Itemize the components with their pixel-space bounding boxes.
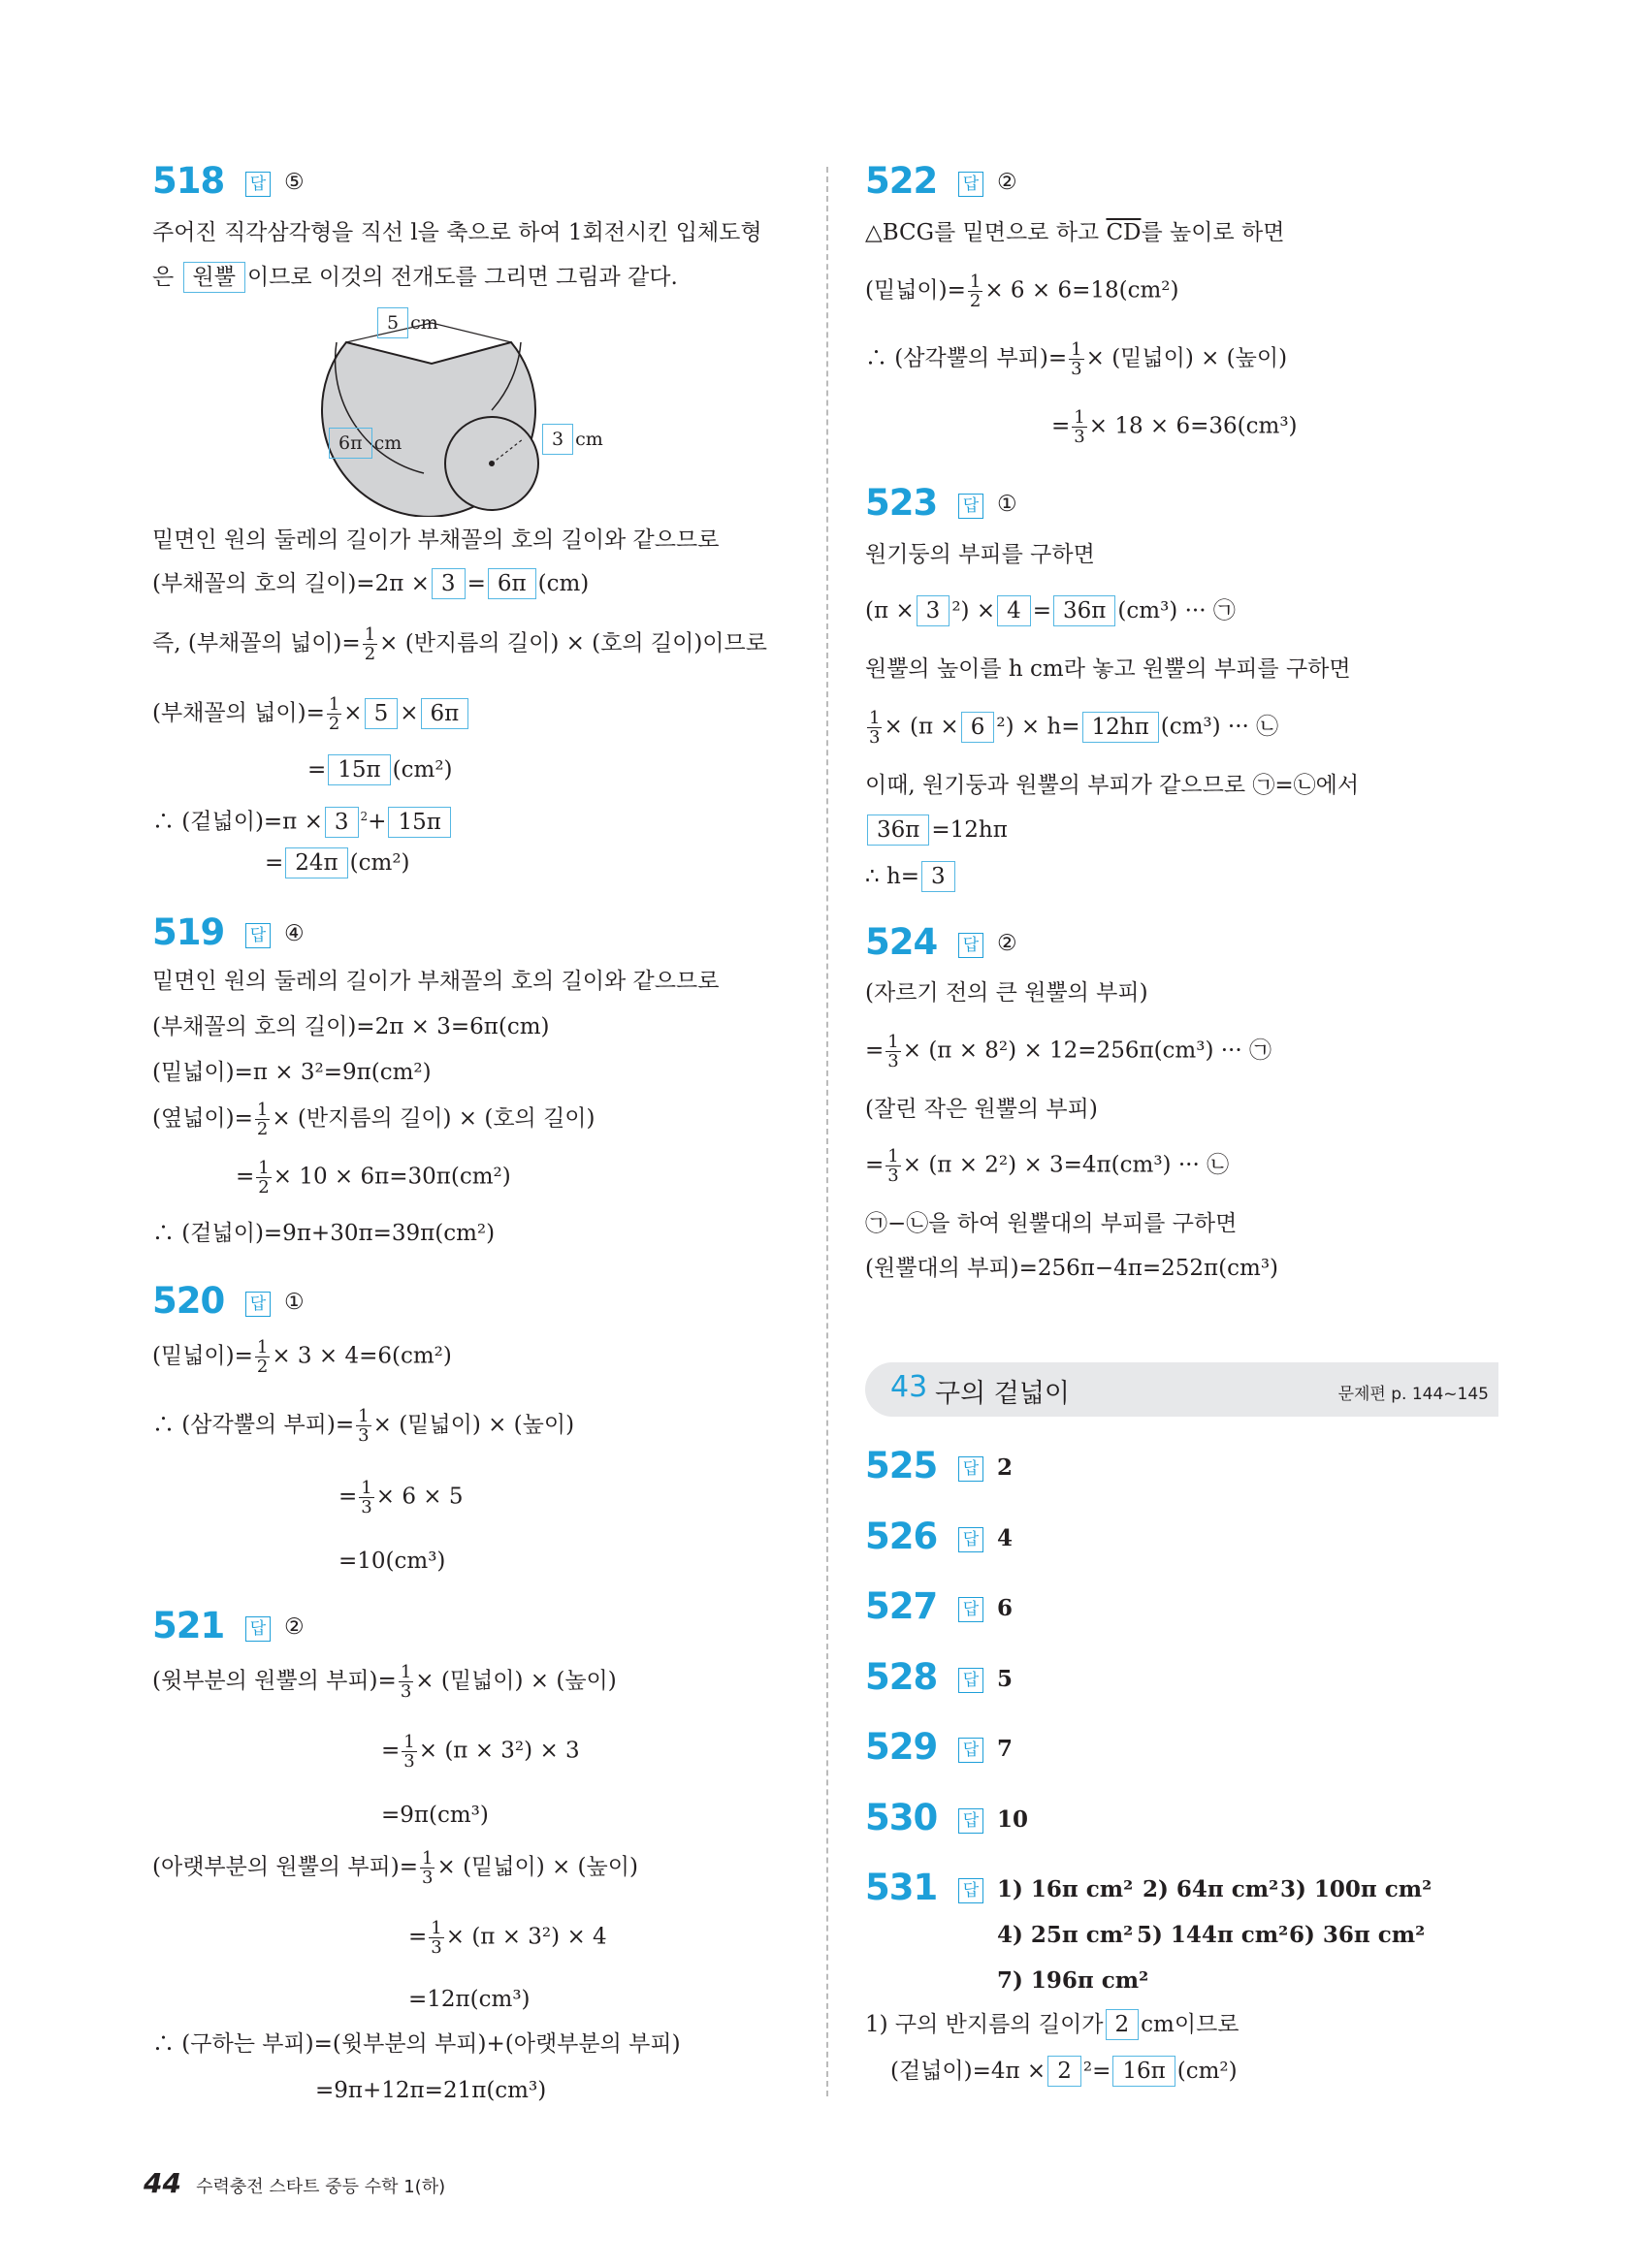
text-line: = 24π (cm²) xyxy=(265,847,410,879)
problem-number: 531 xyxy=(865,1867,938,1908)
figure-label: 5 cm xyxy=(375,307,438,338)
text-line: ∴ (겉넓이)=π × 3 $^2$+ 15π xyxy=(152,800,453,839)
figure-label: 3 cm xyxy=(540,424,603,455)
problem-number: 523 xyxy=(865,482,938,524)
problem-number: 530 xyxy=(865,1797,938,1838)
section-number: 43 xyxy=(890,1370,928,1404)
text-line: 1) 구의 반지름의 길이가 2 cm이므로 xyxy=(865,2008,1240,2041)
text-line: = $\frac{1}{3}$ × 6 × 5 xyxy=(338,1478,464,1517)
text-line: $\frac{1}{3}$ × (π × 6 ²) × h= 12hπ (cm³) ··· ㉡ xyxy=(869,708,1279,748)
problem-number: 519 xyxy=(152,911,225,953)
text-line: 원기둥의 부피를 구하면 xyxy=(865,542,1095,567)
answer-value: 2 xyxy=(997,1454,1014,1481)
page-number: 44 xyxy=(144,2167,181,2199)
book-title: 수력충전 스타트 중등 수학 1(하) xyxy=(196,2177,446,2197)
problem-number: 518 xyxy=(152,160,225,202)
section-header xyxy=(865,1362,1498,1417)
answer-value: 5 xyxy=(997,1666,1014,1692)
text-line: = 15π (cm²) xyxy=(307,753,453,786)
text-line: = $\frac{1}{3}$ × (π × 2²) × 3=4π(cm³) ··· ㉡ xyxy=(865,1146,1230,1186)
text-line: (윗부분의 원뿔의 부피)= $\frac{1}{3}$ × (밑넓이) × (높이) xyxy=(152,1662,617,1702)
text-line: = $\frac{1}{3}$ × (π × 3²) × 3 xyxy=(381,1732,580,1772)
answer-tag: 답 xyxy=(958,1456,983,1482)
text-line: (밑넓이)=π × 3²=9π(cm²) xyxy=(152,1060,432,1085)
text-line: 밑면인 원의 둘레의 길이가 부채꼴의 호의 길이와 같으므로 xyxy=(152,527,720,553)
text-line: = $\frac{1}{2}$ × 10 × 6π=30π(cm²) xyxy=(236,1158,511,1198)
answer-tag: 답 xyxy=(245,923,271,948)
answer-value: 5) 144π cm² xyxy=(1137,1922,1289,1948)
text-line: (옆넓이)= $\frac{1}{2}$ × (반지름의 길이) × (호의 길이) xyxy=(152,1100,596,1139)
text-line: 주어진 직각삼각형을 직선 l을 축으로 하여 1회전시킨 입체도형 xyxy=(152,220,762,245)
answer-value: ⑤ xyxy=(284,170,305,195)
text-line: ㉠−㉡을 하여 원뿔대의 부피를 구하면 xyxy=(865,1211,1238,1236)
text-line: ∴ h= 3 xyxy=(865,860,957,893)
column-divider xyxy=(826,167,828,2096)
problem-number: 528 xyxy=(865,1656,938,1698)
text-line: △BCG를 밑면으로 하고 $\overline{CD}$를 높이로 하면 xyxy=(865,220,1285,245)
text-line: (밑넓이)= $\frac{1}{2}$ × 6 × 6=18(cm²) xyxy=(865,272,1179,311)
answer-value: ① xyxy=(997,492,1017,517)
text-line: (아랫부분의 원뿔의 부피)= $\frac{1}{3}$ × (밑넓이) × (높이) xyxy=(152,1848,638,1888)
answer-tag: 답 xyxy=(958,1527,983,1552)
text-line: (원뿔대의 부피)=256π−4π=252π(cm³) xyxy=(865,1256,1279,1281)
text-line: (π × 3 ²) × 4 = 36π (cm³) ··· ㉠ xyxy=(865,594,1236,627)
text-line: =9π+12π=21π(cm³) xyxy=(315,2078,547,2103)
problem-number: 527 xyxy=(865,1585,938,1627)
section-title: 구의 겉넓이 xyxy=(935,1379,1070,1409)
text-line: 밑면인 원의 둘레의 길이가 부채꼴의 호의 길이와 같으므로 xyxy=(152,969,720,994)
problem-number: 520 xyxy=(152,1280,225,1322)
answer-tag: 답 xyxy=(245,172,271,197)
text-line: = $\frac{1}{3}$ × (π × 3²) × 4 xyxy=(408,1918,607,1958)
answer-tag: 답 xyxy=(958,172,983,197)
answer-tag: 답 xyxy=(958,494,983,519)
text-line: ∴ (삼각뿔의 부피)= $\frac{1}{3}$ × (밑넓이) × (높이) xyxy=(865,339,1288,379)
answer-tag: 답 xyxy=(245,1616,271,1642)
answer-tag: 답 xyxy=(958,1878,983,1903)
cone-net-figure xyxy=(317,303,666,517)
text-line: =10(cm³) xyxy=(338,1549,446,1574)
page-footer xyxy=(144,2167,445,2199)
text-line: ∴ (겉넓이)=9π+30π=39π(cm²) xyxy=(152,1221,496,1246)
problem-number: 526 xyxy=(865,1516,938,1557)
text-line: ∴ (삼각뿔의 부피)= $\frac{1}{3}$ × (밑넓이) × (높이) xyxy=(152,1406,575,1446)
answer-value: 2) 64π cm² xyxy=(1143,1876,1279,1902)
problem-number: 521 xyxy=(152,1605,225,1646)
problem-number: 525 xyxy=(865,1445,938,1486)
answer-tag: 답 xyxy=(958,933,983,958)
answer-value: 4) 25π cm² xyxy=(997,1922,1134,1948)
answer-value: 1) 16π cm² xyxy=(997,1876,1134,1902)
answer-tag: 답 xyxy=(958,1808,983,1834)
figure-label: 6π cm xyxy=(327,428,402,459)
answer-value: ④ xyxy=(284,921,305,946)
text-line: (잘린 작은 원뿔의 부피) xyxy=(865,1097,1098,1122)
text-line: ∴ (구하는 부피)=(윗부분의 부피)+(아랫부분의 부피) xyxy=(152,2031,681,2057)
text-line: (밑넓이)= $\frac{1}{2}$ × 3 × 4=6(cm²) xyxy=(152,1337,452,1377)
text-line: =9π(cm³) xyxy=(381,1803,489,1828)
answer-value: ① xyxy=(284,1290,305,1315)
text-line: (겉넓이)=4π × 2 ²= 16π (cm²) xyxy=(890,2055,1238,2088)
text-line: 은 원뿔 이므로 이것의 전개도를 그리면 그림과 같다. xyxy=(152,261,678,294)
text-line: = $\frac{1}{3}$ × 18 × 6=36(cm³) xyxy=(1051,407,1298,447)
text-line: 원뿔의 높이를 h cm라 놓고 원뿔의 부피를 구하면 xyxy=(865,656,1351,682)
answer-tag: 답 xyxy=(958,1668,983,1693)
answer-value: 7 xyxy=(997,1736,1014,1762)
answer-tag: 답 xyxy=(245,1292,271,1317)
answer-value: 10 xyxy=(997,1806,1029,1833)
answer-value: ② xyxy=(997,170,1017,195)
answer-value: 7) 196π cm² xyxy=(997,1967,1149,1994)
answer-tag: 답 xyxy=(958,1597,983,1622)
problem-number: 529 xyxy=(865,1726,938,1768)
text-line: (자르기 전의 큰 원뿔의 부피) xyxy=(865,980,1148,1006)
text-line: (부채꼴의 호의 길이)=2π × 3 = 6π (cm) xyxy=(152,567,589,600)
answer-value: 4 xyxy=(997,1525,1014,1551)
answer-value: 6) 36π cm² xyxy=(1289,1922,1426,1948)
text-line: 이때, 원기둥과 원뿔의 부피가 같으므로 ㉠=㉡에서 xyxy=(865,773,1360,798)
text-line: =12π(cm³) xyxy=(408,1987,531,2012)
problem-number: 524 xyxy=(865,921,938,963)
text-line: = $\frac{1}{3}$ × (π × 8²) × 12=256π(cm³) ··· ㉠ xyxy=(865,1032,1272,1071)
text-line: (부채꼴의 넓이)= $\frac{1}{2}$ × 5 × 6π xyxy=(152,695,470,733)
blank-box: 원뿔 xyxy=(183,262,245,293)
text-line: 즉, (부채꼴의 넓이)= $\frac{1}{2}$ × (반지름의 길이) × (호의 길이)이므로 xyxy=(152,624,767,664)
problem-number: 522 xyxy=(865,160,938,202)
answer-value: 3) 100π cm² xyxy=(1280,1876,1433,1902)
section-reference: 문제편 p. 144~145 xyxy=(1337,1385,1489,1404)
answer-tag: 답 xyxy=(958,1738,983,1763)
answer-value: ② xyxy=(997,931,1017,956)
answer-value: ② xyxy=(284,1614,305,1640)
text-line: 36π =12hπ xyxy=(865,814,1008,847)
answer-value: 6 xyxy=(997,1595,1014,1621)
text-line: (부채꼴의 호의 길이)=2π × 3=6π(cm) xyxy=(152,1014,550,1039)
